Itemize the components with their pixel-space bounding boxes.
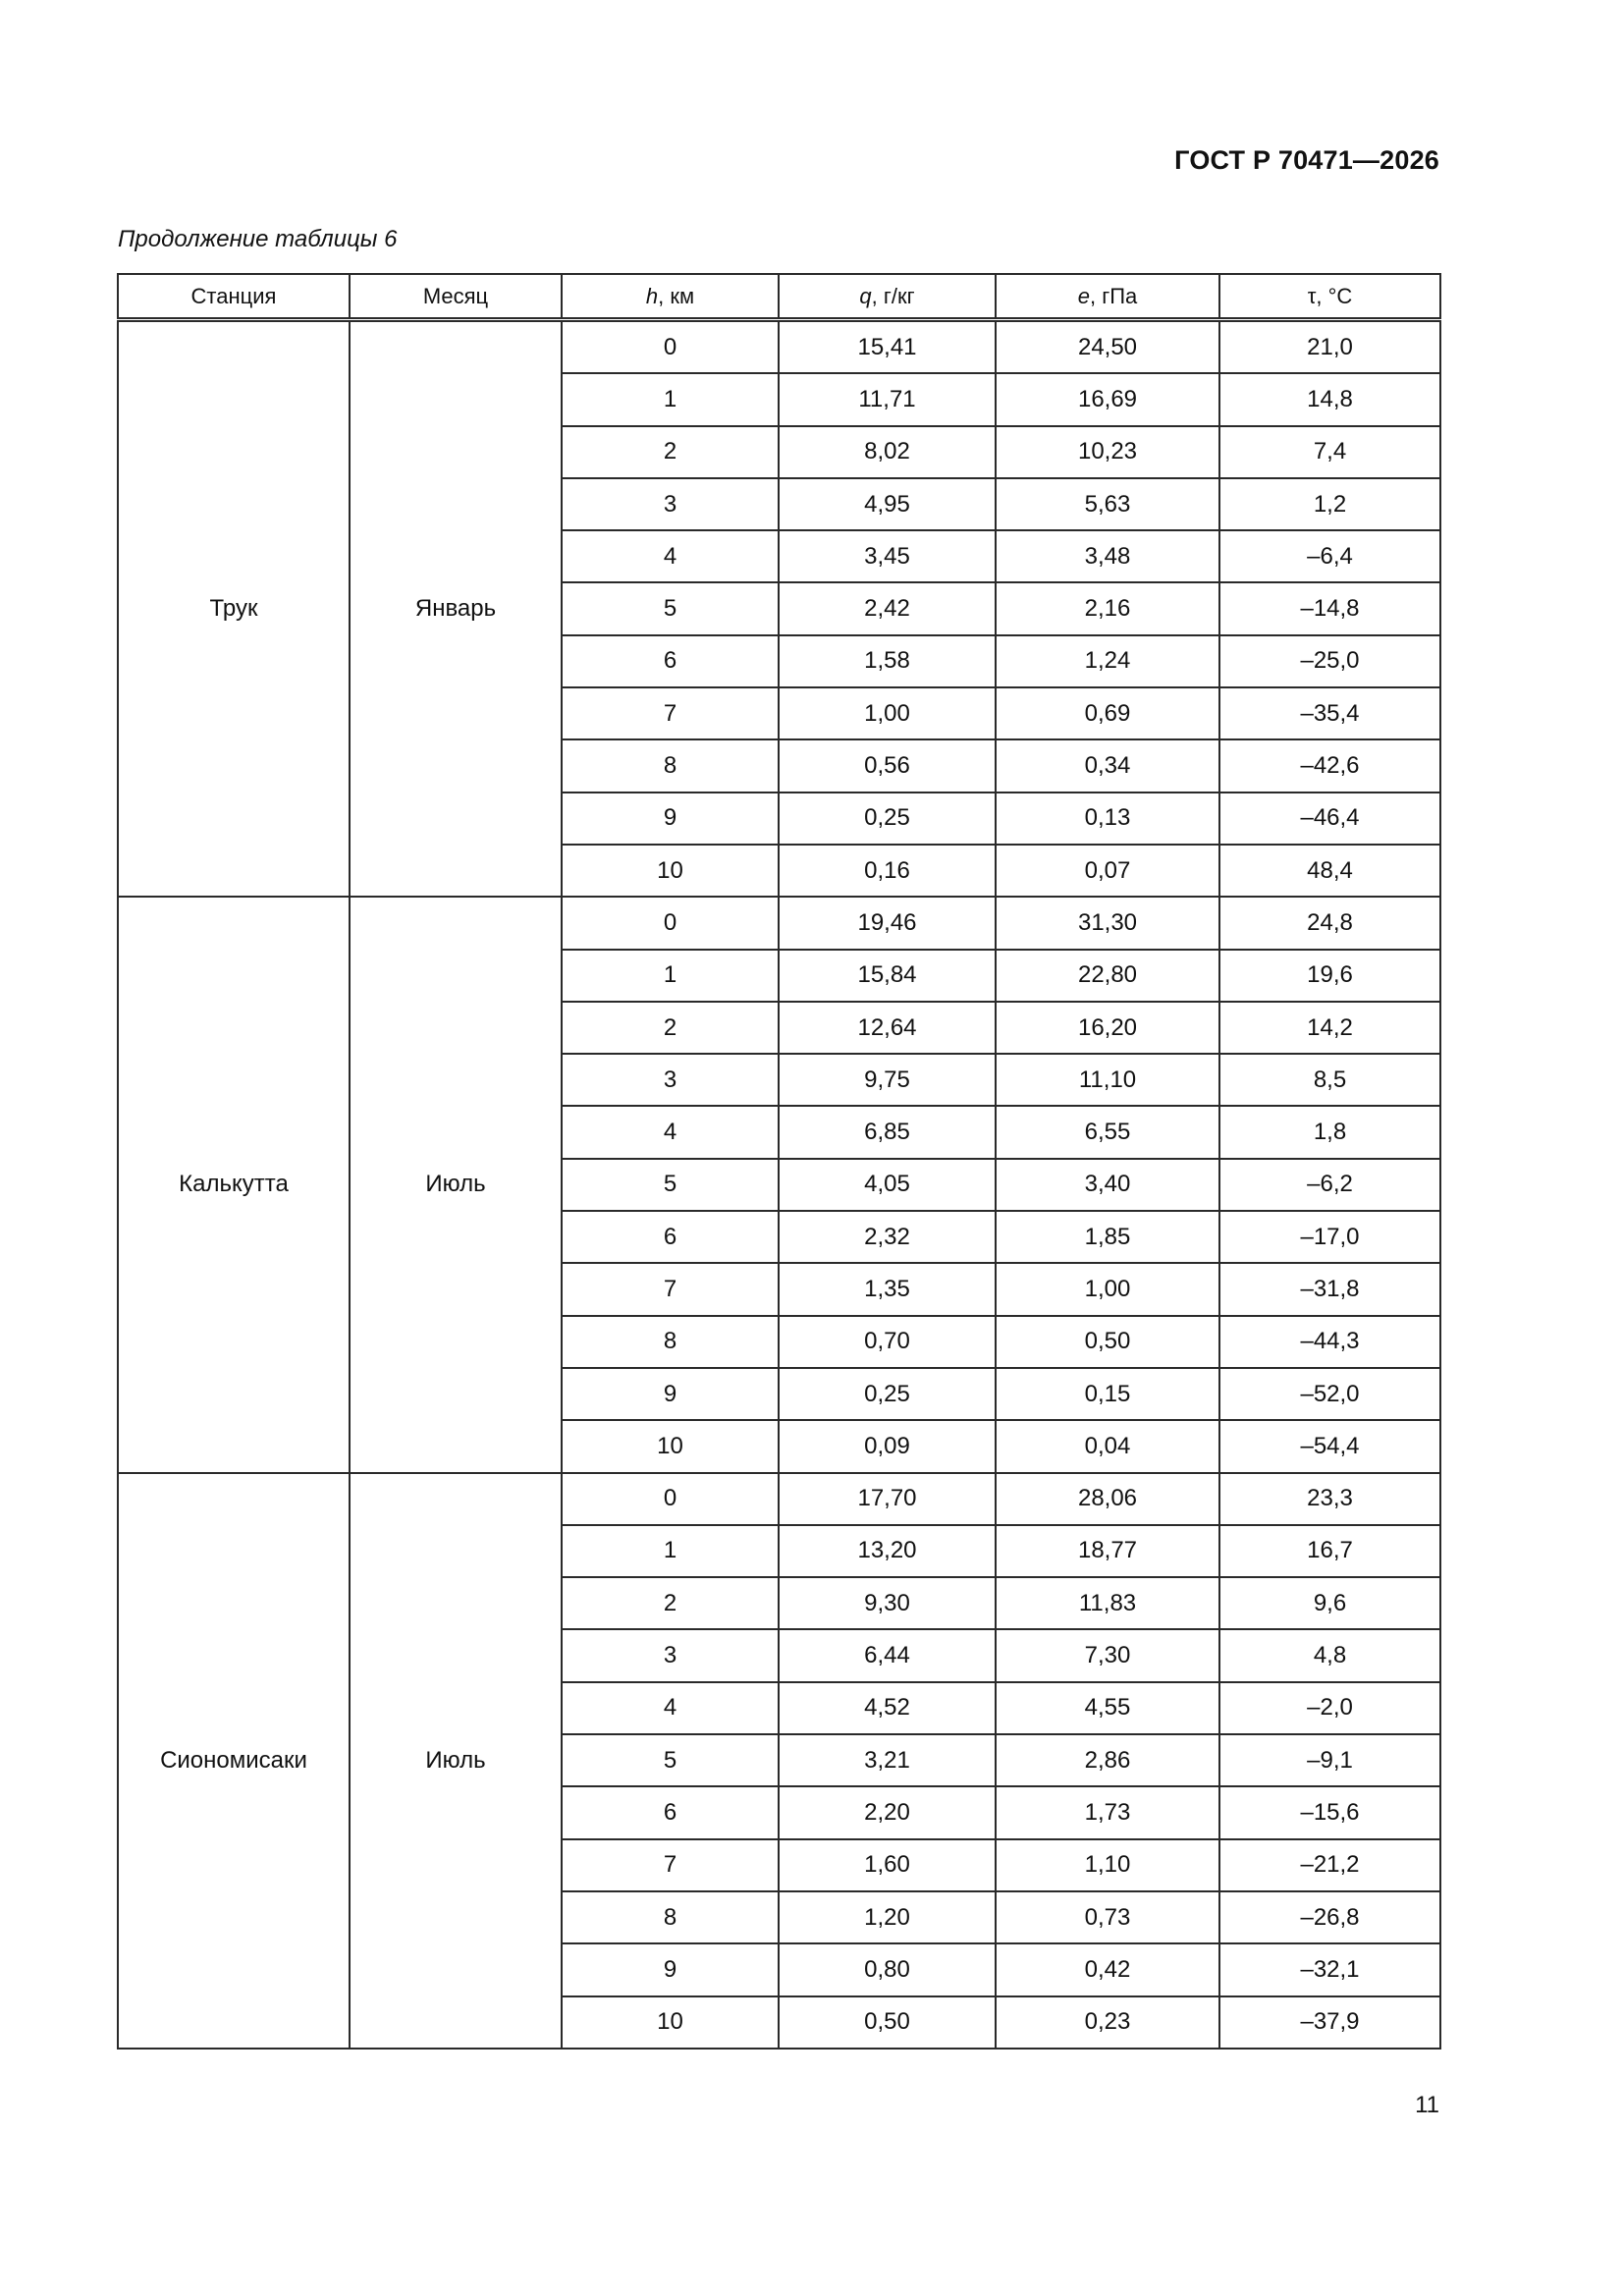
specific-humidity-cell: 0,16 xyxy=(779,845,996,897)
dew-point-cell: –37,9 xyxy=(1219,1996,1440,2049)
specific-humidity-cell: 6,85 xyxy=(779,1106,996,1158)
month-cell: Июль xyxy=(350,897,562,1472)
vapor-pressure-cell: 7,30 xyxy=(996,1629,1219,1681)
station-cell: Сиономисаки xyxy=(118,1473,350,2049)
dew-point-cell: –31,8 xyxy=(1219,1263,1440,1315)
data-table xyxy=(117,273,1441,2050)
vapor-pressure-cell: 0,07 xyxy=(996,845,1219,897)
height-cell: 9 xyxy=(562,793,779,845)
vapor-pressure-cell: 0,15 xyxy=(996,1368,1219,1420)
column-header-height xyxy=(562,274,779,320)
dew-point-cell: 48,4 xyxy=(1219,845,1440,897)
specific-humidity-cell: 0,56 xyxy=(779,739,996,792)
column-header-variable: q xyxy=(859,283,872,308)
header-row xyxy=(118,274,1440,320)
vapor-pressure-cell: 1,73 xyxy=(996,1786,1219,1838)
specific-humidity-cell: 1,58 xyxy=(779,635,996,687)
height-cell: 6 xyxy=(562,635,779,687)
page-number: 11 xyxy=(1415,2092,1439,2118)
vapor-pressure-cell: 18,77 xyxy=(996,1525,1219,1577)
vapor-pressure-cell: 1,00 xyxy=(996,1263,1219,1315)
specific-humidity-cell: 4,52 xyxy=(779,1682,996,1734)
dew-point-cell: –46,4 xyxy=(1219,793,1440,845)
height-cell: 5 xyxy=(562,1734,779,1786)
vapor-pressure-cell: 4,55 xyxy=(996,1682,1219,1734)
specific-humidity-cell: 3,21 xyxy=(779,1734,996,1786)
height-cell: 1 xyxy=(562,1525,779,1577)
specific-humidity-cell: 0,25 xyxy=(779,793,996,845)
specific-humidity-cell: 2,32 xyxy=(779,1211,996,1263)
column-header-vapor-pressure xyxy=(996,274,1219,320)
height-cell: 7 xyxy=(562,1839,779,1891)
vapor-pressure-cell: 0,69 xyxy=(996,687,1219,739)
dew-point-cell: 8,5 xyxy=(1219,1054,1440,1106)
height-cell: 8 xyxy=(562,739,779,792)
dew-point-cell: 14,2 xyxy=(1219,1002,1440,1054)
specific-humidity-cell: 1,20 xyxy=(779,1891,996,1943)
height-cell: 10 xyxy=(562,1996,779,2049)
dew-point-cell: 1,2 xyxy=(1219,478,1440,530)
height-cell: 3 xyxy=(562,478,779,530)
height-cell: 5 xyxy=(562,1159,779,1211)
height-cell: 7 xyxy=(562,1263,779,1315)
column-header-variable: e xyxy=(1077,283,1090,308)
dew-point-cell: –52,0 xyxy=(1219,1368,1440,1420)
vapor-pressure-cell: 1,85 xyxy=(996,1211,1219,1263)
column-header-label: Станция xyxy=(190,283,277,308)
vapor-pressure-cell: 0,42 xyxy=(996,1943,1219,1995)
dew-point-cell: –44,3 xyxy=(1219,1316,1440,1368)
height-cell: 1 xyxy=(562,373,779,425)
vapor-pressure-cell: 1,10 xyxy=(996,1839,1219,1891)
vapor-pressure-cell: 0,04 xyxy=(996,1420,1219,1472)
table-header xyxy=(118,274,1440,320)
table-continuation-caption: Продолжение таблицы 6 xyxy=(118,226,398,252)
specific-humidity-cell: 19,46 xyxy=(779,897,996,949)
vapor-pressure-cell: 5,63 xyxy=(996,478,1219,530)
dew-point-cell: –21,2 xyxy=(1219,1839,1440,1891)
specific-humidity-cell: 9,30 xyxy=(779,1577,996,1629)
specific-humidity-cell: 12,64 xyxy=(779,1002,996,1054)
column-header-label: Месяц xyxy=(422,283,489,308)
specific-humidity-cell: 3,45 xyxy=(779,530,996,582)
height-cell: 4 xyxy=(562,1682,779,1734)
vapor-pressure-cell: 31,30 xyxy=(996,897,1219,949)
table-body xyxy=(118,320,1440,2049)
height-cell: 4 xyxy=(562,1106,779,1158)
height-cell: 2 xyxy=(562,1002,779,1054)
column-header-label: , км xyxy=(658,283,695,308)
dew-point-cell: 14,8 xyxy=(1219,373,1440,425)
dew-point-cell: –15,6 xyxy=(1219,1786,1440,1838)
column-header-label: , гПа xyxy=(1089,283,1138,308)
column-header-station xyxy=(118,274,350,320)
specific-humidity-cell: 2,20 xyxy=(779,1786,996,1838)
specific-humidity-cell: 15,41 xyxy=(779,320,996,374)
height-cell: 0 xyxy=(562,897,779,949)
specific-humidity-cell: 0,25 xyxy=(779,1368,996,1420)
vapor-pressure-cell: 0,13 xyxy=(996,793,1219,845)
table-row xyxy=(118,897,1440,949)
height-cell: 2 xyxy=(562,426,779,478)
month-cell: Июль xyxy=(350,1473,562,2049)
vapor-pressure-cell: 3,40 xyxy=(996,1159,1219,1211)
dew-point-cell: –26,8 xyxy=(1219,1891,1440,1943)
specific-humidity-cell: 0,80 xyxy=(779,1943,996,1995)
dew-point-cell: –54,4 xyxy=(1219,1420,1440,1472)
dew-point-cell: –14,8 xyxy=(1219,582,1440,634)
height-cell: 7 xyxy=(562,687,779,739)
height-cell: 1 xyxy=(562,950,779,1002)
dew-point-cell: –9,1 xyxy=(1219,1734,1440,1786)
dew-point-cell: –6,4 xyxy=(1219,530,1440,582)
vapor-pressure-cell: 16,20 xyxy=(996,1002,1219,1054)
specific-humidity-cell: 1,35 xyxy=(779,1263,996,1315)
height-cell: 8 xyxy=(562,1891,779,1943)
height-cell: 5 xyxy=(562,582,779,634)
specific-humidity-cell: 4,05 xyxy=(779,1159,996,1211)
specific-humidity-cell: 17,70 xyxy=(779,1473,996,1525)
column-header-month xyxy=(350,274,562,320)
specific-humidity-cell: 9,75 xyxy=(779,1054,996,1106)
height-cell: 6 xyxy=(562,1211,779,1263)
dew-point-cell: 19,6 xyxy=(1219,950,1440,1002)
column-header-label: , г/кг xyxy=(871,283,915,308)
dew-point-cell: 9,6 xyxy=(1219,1577,1440,1629)
height-cell: 9 xyxy=(562,1943,779,1995)
height-cell: 3 xyxy=(562,1054,779,1106)
dew-point-cell: 7,4 xyxy=(1219,426,1440,478)
vapor-pressure-cell: 2,16 xyxy=(996,582,1219,634)
specific-humidity-cell: 11,71 xyxy=(779,373,996,425)
vapor-pressure-cell: 10,23 xyxy=(996,426,1219,478)
specific-humidity-cell: 0,09 xyxy=(779,1420,996,1472)
specific-humidity-cell: 0,50 xyxy=(779,1996,996,2049)
dew-point-cell: –42,6 xyxy=(1219,739,1440,792)
dew-point-cell: –2,0 xyxy=(1219,1682,1440,1734)
height-cell: 3 xyxy=(562,1629,779,1681)
document-code: ГОСТ Р 70471—2026 xyxy=(1174,145,1439,175)
month-cell: Январь xyxy=(350,320,562,898)
vapor-pressure-cell: 22,80 xyxy=(996,950,1219,1002)
specific-humidity-cell: 1,00 xyxy=(779,687,996,739)
dew-point-cell: –35,4 xyxy=(1219,687,1440,739)
vapor-pressure-cell: 6,55 xyxy=(996,1106,1219,1158)
specific-humidity-cell: 6,44 xyxy=(779,1629,996,1681)
vapor-pressure-cell: 28,06 xyxy=(996,1473,1219,1525)
column-header-dew-point xyxy=(1219,274,1440,320)
height-cell: 0 xyxy=(562,1473,779,1525)
height-cell: 10 xyxy=(562,1420,779,1472)
dew-point-cell: –32,1 xyxy=(1219,1943,1440,1995)
height-cell: 9 xyxy=(562,1368,779,1420)
specific-humidity-cell: 15,84 xyxy=(779,950,996,1002)
vapor-pressure-cell: 11,83 xyxy=(996,1577,1219,1629)
specific-humidity-cell: 1,60 xyxy=(779,1839,996,1891)
column-header-specific-humidity xyxy=(779,274,996,320)
specific-humidity-cell: 8,02 xyxy=(779,426,996,478)
dew-point-cell: 23,3 xyxy=(1219,1473,1440,1525)
vapor-pressure-cell: 16,69 xyxy=(996,373,1219,425)
height-cell: 0 xyxy=(562,320,779,374)
height-cell: 6 xyxy=(562,1786,779,1838)
vapor-pressure-cell: 24,50 xyxy=(996,320,1219,374)
station-cell: Трук xyxy=(118,320,350,898)
station-cell: Калькутта xyxy=(118,897,350,1472)
dew-point-cell: 24,8 xyxy=(1219,897,1440,949)
specific-humidity-cell: 2,42 xyxy=(779,582,996,634)
dew-point-cell: 16,7 xyxy=(1219,1525,1440,1577)
vapor-pressure-cell: 2,86 xyxy=(996,1734,1219,1786)
height-cell: 8 xyxy=(562,1316,779,1368)
specific-humidity-cell: 4,95 xyxy=(779,478,996,530)
specific-humidity-cell: 13,20 xyxy=(779,1525,996,1577)
vapor-pressure-cell: 3,48 xyxy=(996,530,1219,582)
dew-point-cell: –6,2 xyxy=(1219,1159,1440,1211)
height-cell: 4 xyxy=(562,530,779,582)
table-row xyxy=(118,1473,1440,1525)
vapor-pressure-cell: 1,24 xyxy=(996,635,1219,687)
column-header-label: τ, °С xyxy=(1307,283,1353,308)
vapor-pressure-cell: 0,50 xyxy=(996,1316,1219,1368)
height-cell: 10 xyxy=(562,845,779,897)
dew-point-cell: –25,0 xyxy=(1219,635,1440,687)
dew-point-cell: 4,8 xyxy=(1219,1629,1440,1681)
dew-point-cell: 21,0 xyxy=(1219,320,1440,374)
height-cell: 2 xyxy=(562,1577,779,1629)
dew-point-cell: 1,8 xyxy=(1219,1106,1440,1158)
table-row xyxy=(118,320,1440,374)
vapor-pressure-cell: 0,23 xyxy=(996,1996,1219,2049)
vapor-pressure-cell: 0,73 xyxy=(996,1891,1219,1943)
dew-point-cell: –17,0 xyxy=(1219,1211,1440,1263)
column-header-variable: h xyxy=(645,283,659,308)
specific-humidity-cell: 0,70 xyxy=(779,1316,996,1368)
vapor-pressure-cell: 11,10 xyxy=(996,1054,1219,1106)
data-table-container xyxy=(117,273,1439,2050)
vapor-pressure-cell: 0,34 xyxy=(996,739,1219,792)
